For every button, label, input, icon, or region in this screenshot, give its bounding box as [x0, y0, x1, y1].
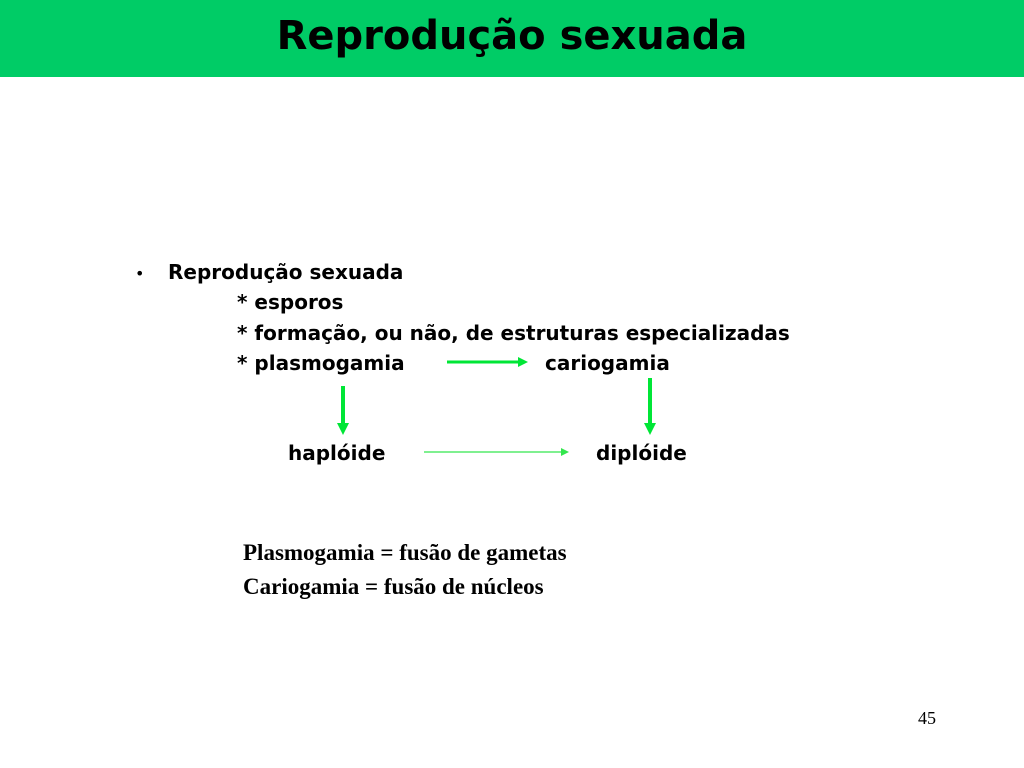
- arrow-down-left: [337, 386, 349, 435]
- haploide-label: haplóide: [288, 441, 386, 465]
- bullet-heading: Reprodução sexuada: [168, 260, 404, 284]
- slide-title: Reprodução sexuada: [276, 13, 748, 59]
- cariogamia-label: cariogamia: [545, 351, 670, 375]
- arrow-down-right: [644, 378, 656, 435]
- bullet-item-esporos: * esporos: [237, 290, 344, 314]
- bullet-item-estruturas: * formação, ou não, de estruturas especializadas: [237, 321, 790, 345]
- diploide-label: diplóide: [596, 441, 687, 465]
- definition-plasmogamia: Plasmogamia = fusão de gametas: [243, 540, 567, 565]
- bullet-item-plasmogamia: * plasmogamia: [237, 351, 405, 375]
- arrow-plasmogamia-to-cariogamia: [447, 357, 528, 367]
- definition-cariogamia: Cariogamia = fusão de núcleos: [243, 574, 544, 599]
- page-number: 45: [918, 708, 936, 728]
- arrow-haploide-to-diploide: [424, 448, 569, 456]
- bullet-icon: •: [135, 264, 145, 283]
